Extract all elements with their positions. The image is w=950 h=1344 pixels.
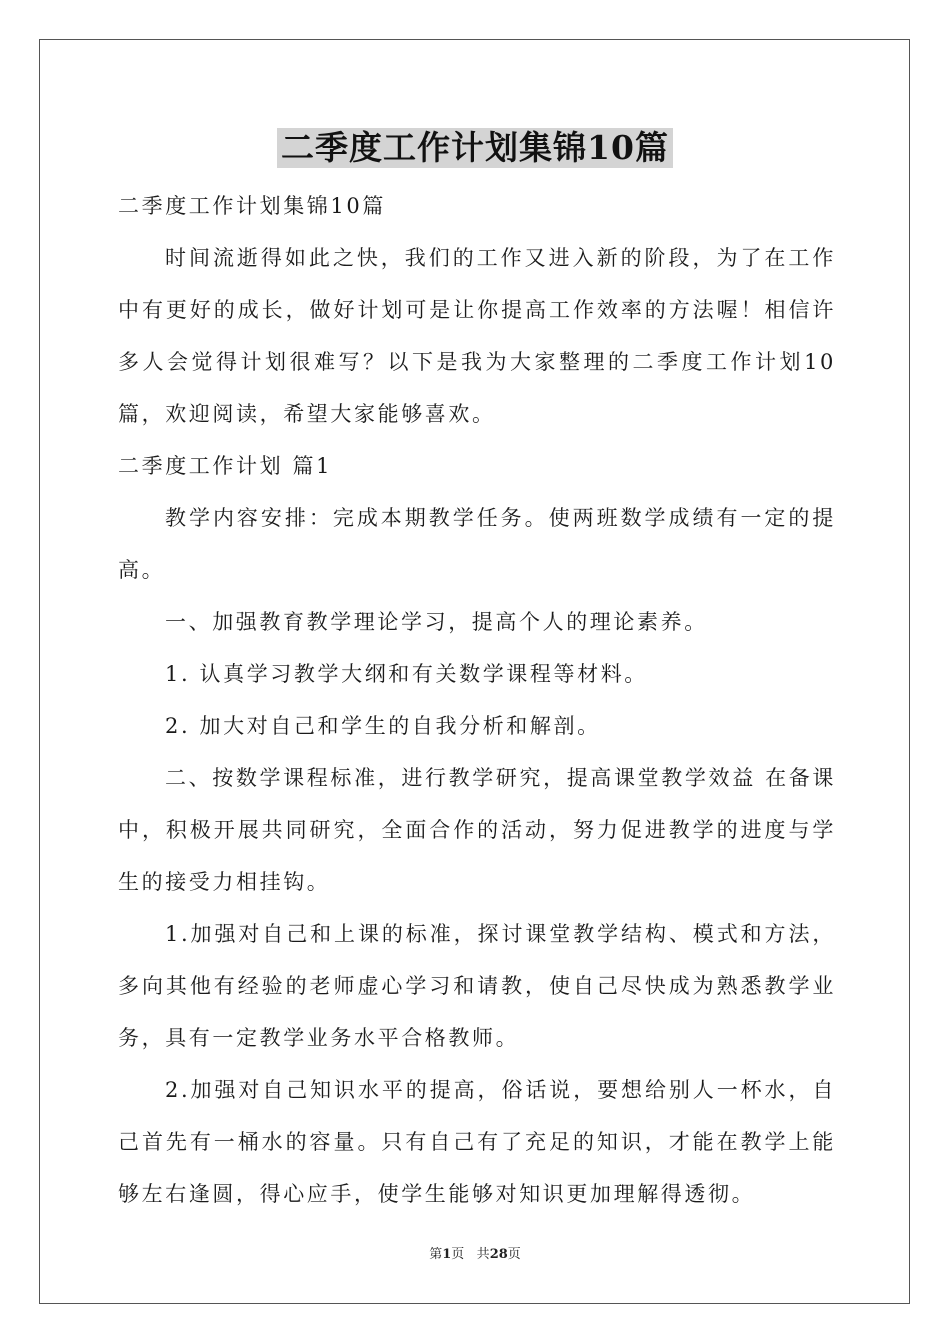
paragraph: 教学内容安排：完成本期教学任务。使两班数学成绩有一定的提高。	[118, 506, 836, 582]
paragraph: 1.加强对自己和上课的标准，探讨课堂教学结构、模式和方法，多向其他有经验的老师虚心学习和请教，使自己尽快成为熟悉教学业务，具有一定教学业务水平合格教师。	[118, 922, 836, 1050]
section-heading: 二季度工作计划 篇1	[118, 454, 333, 478]
footer-page-prefix: 第	[429, 1247, 443, 1262]
paragraph: 时间流逝得如此之快，我们的工作又进入新的阶段，为了在工作中有更好的成长，做好计划可是让你提高工作效率的方法喔！相信许多人会觉得计划很难写？以下是我为大家整理的二季度工作计划10篇，欢迎阅读，希望大家能够喜欢。	[118, 246, 836, 426]
title-container	[0, 128, 950, 168]
paragraph: 2. 加大对自己和学生的自我分析和解剖。	[165, 714, 601, 738]
footer-page-current: 1	[442, 1247, 452, 1262]
paragraph: 1. 认真学习教学大纲和有关数学课程等材料。	[165, 662, 648, 686]
paragraph: 2.加强对自己知识水平的提高，俗话说，要想给别人一杯水，自己首先有一桶水的容量。只有自己有了充足的知识，才能在教学上能够左右逢圆，得心应手，使学生能够对知识更加理解得透彻。	[118, 1078, 836, 1206]
paragraph: 一、加强教育教学理论学习，提高个人的理论素养。	[165, 610, 708, 634]
paragraph: 二季度工作计划集锦10篇	[118, 194, 386, 218]
document-title: 二季度工作计划集锦10篇	[277, 128, 673, 168]
paragraph: 二、按数学课程标准，进行教学研究，提高课堂教学效益 在备课中，积极开展共同研究，全面合作的活动，努力促进教学的进度与学生的接受力相挂钩。	[118, 766, 836, 894]
footer-total-suffix: 页	[507, 1247, 521, 1262]
footer-page-suffix: 页	[451, 1247, 465, 1262]
document-body	[118, 180, 836, 1220]
footer-page-total: 28	[489, 1247, 508, 1262]
footer-total-prefix: 共	[476, 1247, 490, 1262]
page-footer	[0, 1246, 950, 1264]
